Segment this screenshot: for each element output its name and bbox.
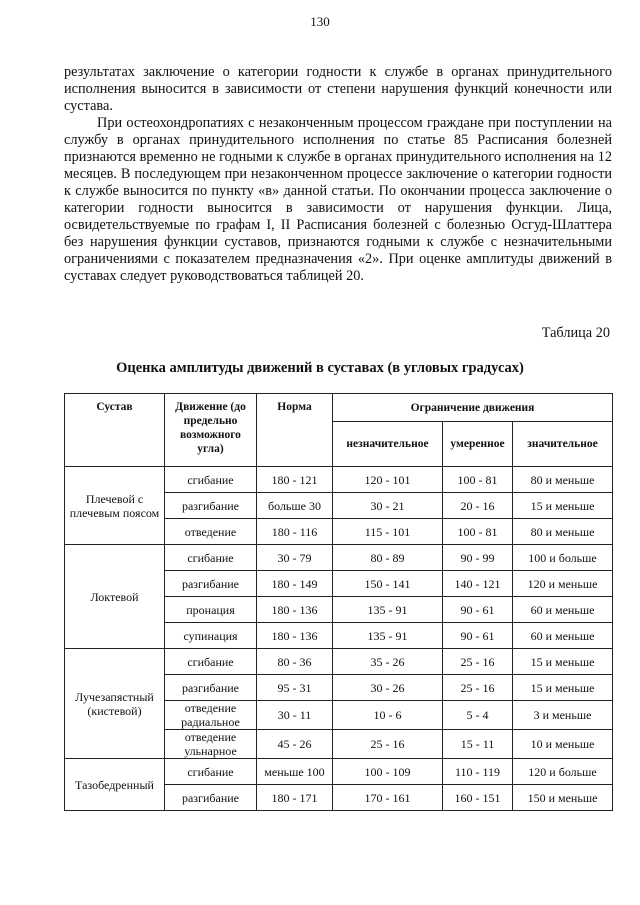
moderate-cell: 90 - 99 (443, 545, 513, 571)
movement-cell: сгибание (165, 467, 257, 493)
norm-cell: меньше 100 (257, 759, 333, 785)
joint-cell: Лучезапястный (кистевой) (65, 649, 165, 759)
movement-cell: разгибание (165, 571, 257, 597)
norm-cell: 45 - 26 (257, 730, 333, 759)
significant-cell: 15 и меньше (513, 493, 613, 519)
moderate-cell: 90 - 61 (443, 597, 513, 623)
significant-cell: 80 и меньше (513, 467, 613, 493)
slight-cell: 170 - 161 (333, 785, 443, 811)
moderate-cell: 5 - 4 (443, 701, 513, 730)
significant-cell: 3 и меньше (513, 701, 613, 730)
movement-cell: супинация (165, 623, 257, 649)
table-label: Таблица 20 (541, 325, 610, 341)
moderate-cell: 160 - 151 (443, 785, 513, 811)
movement-cell: разгибание (165, 785, 257, 811)
joint-cell: Плечевой с плечевым поясом (65, 467, 165, 545)
moderate-cell: 25 - 16 (443, 675, 513, 701)
moderate-cell: 15 - 11 (443, 730, 513, 759)
slight-cell: 10 - 6 (333, 701, 443, 730)
norm-cell: 95 - 31 (257, 675, 333, 701)
body-text (64, 64, 612, 285)
norm-cell: 180 - 116 (257, 519, 333, 545)
movement-cell: сгибание (165, 649, 257, 675)
movement-cell: отведение ульнарное (165, 730, 257, 759)
significant-cell: 15 и меньше (513, 675, 613, 701)
paragraph-continuation: результатах заключение о категории годности к службе в органах принудительного исполнения выносится в зависимости от степени нарушения функций конечности или сустава. (64, 64, 612, 114)
header-movement: Движение (до предельно возможного угла) (165, 394, 257, 467)
moderate-cell: 140 - 121 (443, 571, 513, 597)
norm-cell: 180 - 136 (257, 597, 333, 623)
norm-cell: 30 - 79 (257, 545, 333, 571)
header-moderate: умеренное (443, 422, 513, 467)
moderate-cell: 100 - 81 (443, 519, 513, 545)
table-body (65, 467, 613, 811)
norm-cell: больше 30 (257, 493, 333, 519)
significant-cell: 10 и меньше (513, 730, 613, 759)
table-row (65, 545, 613, 571)
movement-cell: пронация (165, 597, 257, 623)
norm-cell: 180 - 171 (257, 785, 333, 811)
significant-cell: 120 и больше (513, 759, 613, 785)
significant-cell: 80 и меньше (513, 519, 613, 545)
movement-cell: отведение (165, 519, 257, 545)
slight-cell: 80 - 89 (333, 545, 443, 571)
slight-cell: 25 - 16 (333, 730, 443, 759)
slight-cell: 150 - 141 (333, 571, 443, 597)
table-title: Оценка амплитуды движений в суставах (в угловых градусах) (116, 360, 524, 376)
joint-cell: Тазобедренный (65, 759, 165, 811)
movement-cell: сгибание (165, 545, 257, 571)
header-norm: Норма (257, 394, 333, 467)
norm-cell: 180 - 149 (257, 571, 333, 597)
joint-cell: Локтевой (65, 545, 165, 649)
paragraph-osteochondropathy: При остеохондропатиях с незаконченным процессом граждане при поступлении на службу в органах принудительного исполнения по статье 85 Расписания болезней признаются временно не годными к службе в органах принудительного исполнения на 12 месяцев. В последующем при незаконченном процессе заключение о категории годности к службе выносится по пункту «в» данной статьи. По окончании процесса заключение о категории годности выносится в зависимости от нарушения функции. Лица, освидетельствуемые по графам I, II Расписания болезней с болезнью Осгуд-Шлаттера без нарушения функции суставов, признаются годными к службе с незначительными ограничениями с показателем предназначения «2». При оценке амплитуды движений в суставах следует руководствоваться таблицей 20. (64, 115, 612, 284)
header-slight: незначительное (333, 422, 443, 467)
significant-cell: 60 и меньше (513, 623, 613, 649)
movement-cell: разгибание (165, 493, 257, 519)
header-joint: Сустав (65, 394, 165, 467)
table-row (65, 759, 613, 785)
significant-cell: 150 и меньше (513, 785, 613, 811)
header-limitation: Ограничение движения (333, 394, 613, 422)
slight-cell: 120 - 101 (333, 467, 443, 493)
table-row (65, 649, 613, 675)
page-number: 130 (310, 14, 330, 29)
moderate-cell: 25 - 16 (443, 649, 513, 675)
significant-cell: 100 и больше (513, 545, 613, 571)
significant-cell: 120 и меньше (513, 571, 613, 597)
slight-cell: 35 - 26 (333, 649, 443, 675)
moderate-cell: 90 - 61 (443, 623, 513, 649)
header-significant: значительное (513, 422, 613, 467)
movement-cell: сгибание (165, 759, 257, 785)
movement-cell: отведение радиальное (165, 701, 257, 730)
moderate-cell: 100 - 81 (443, 467, 513, 493)
slight-cell: 30 - 21 (333, 493, 443, 519)
significant-cell: 15 и меньше (513, 649, 613, 675)
slight-cell: 30 - 26 (333, 675, 443, 701)
norm-cell: 180 - 136 (257, 623, 333, 649)
norm-cell: 180 - 121 (257, 467, 333, 493)
range-of-motion-table (64, 393, 613, 811)
norm-cell: 30 - 11 (257, 701, 333, 730)
moderate-cell: 20 - 16 (443, 493, 513, 519)
table-row (65, 467, 613, 493)
moderate-cell: 110 - 119 (443, 759, 513, 785)
norm-cell: 80 - 36 (257, 649, 333, 675)
movement-cell: разгибание (165, 675, 257, 701)
significant-cell: 60 и меньше (513, 597, 613, 623)
slight-cell: 135 - 91 (333, 597, 443, 623)
slight-cell: 100 - 109 (333, 759, 443, 785)
slight-cell: 135 - 91 (333, 623, 443, 649)
slight-cell: 115 - 101 (333, 519, 443, 545)
